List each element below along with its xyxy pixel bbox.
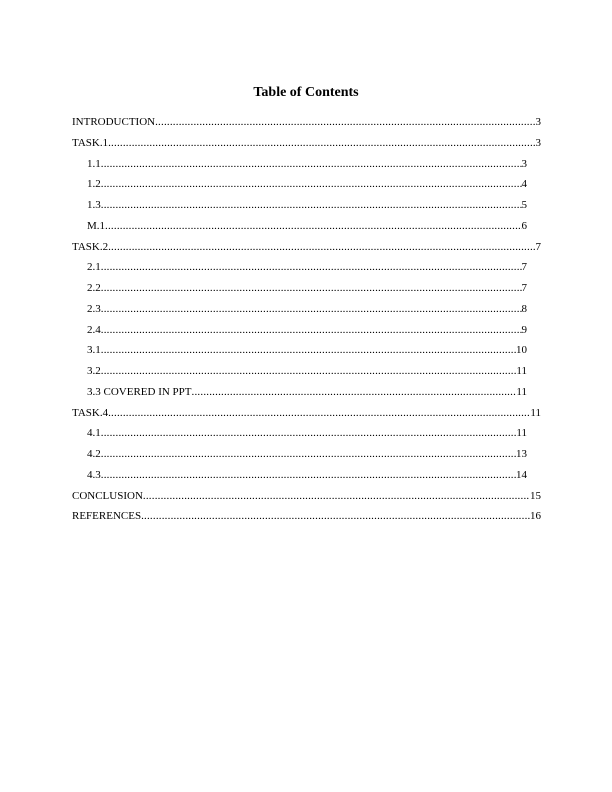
toc-dot-leader	[101, 301, 522, 317]
toc-page-number: 16	[530, 510, 541, 523]
toc-page-number: 11	[516, 365, 527, 377]
toc-page-number: 11	[516, 385, 527, 398]
toc-entry[interactable]	[87, 280, 527, 296]
toc-page-number: 5	[521, 199, 527, 211]
toc-entry-label: 4.1	[87, 427, 101, 440]
toc-page-number: 13	[516, 448, 527, 460]
toc-entry[interactable]	[87, 197, 527, 213]
toc-entry[interactable]	[87, 259, 527, 275]
toc-entry-label: 2.4	[87, 323, 101, 336]
page-title: Table of Contents	[253, 85, 359, 100]
toc-dot-leader	[108, 135, 535, 151]
toc-entry-label: 2.2	[87, 282, 101, 294]
toc-entry-label: TASK.2	[72, 240, 109, 253]
toc-page-number: 15	[530, 489, 541, 502]
toc-entry-label: 3.1	[87, 344, 101, 357]
toc-entry-label: INTRODUCTION	[72, 116, 156, 128]
toc-dot-leader	[101, 446, 516, 462]
toc-entry[interactable]	[72, 239, 541, 255]
toc-page-number: 9	[521, 323, 527, 336]
toc-entry-label: REFERENCES	[72, 510, 142, 523]
toc-entry-label: 1.3	[87, 199, 101, 211]
toc-entry[interactable]	[72, 114, 541, 130]
toc-entry-label: 4.2	[87, 448, 101, 460]
toc-entry[interactable]	[87, 218, 527, 234]
toc-entry[interactable]	[72, 135, 541, 151]
toc-page-number: 4	[521, 178, 527, 191]
toc-page-number: 7	[521, 261, 527, 274]
toc-dot-leader	[101, 467, 516, 483]
toc-entry-label: 4.3	[87, 468, 101, 481]
toc-entry[interactable]	[87, 176, 527, 192]
toc-entry[interactable]	[87, 363, 527, 379]
toc-entry-label: 1.1	[87, 157, 101, 170]
toc-dot-leader	[101, 259, 522, 275]
toc-entry-label: 2.3	[87, 302, 101, 315]
toc-page-number: 3	[535, 116, 541, 128]
toc-page-number: 8	[521, 302, 527, 315]
toc-entry[interactable]	[72, 488, 541, 504]
toc-page-number: 7	[535, 240, 541, 253]
toc-dot-leader	[101, 197, 522, 213]
toc-page-number: 10	[516, 344, 527, 357]
toc-entry[interactable]	[87, 384, 527, 400]
toc-dot-leader	[143, 488, 530, 504]
toc-dot-leader	[155, 114, 535, 130]
toc-entry[interactable]	[87, 446, 527, 462]
toc-entry-label: 1.2	[87, 178, 101, 191]
toc-entry[interactable]	[87, 156, 527, 172]
toc-page-number: 7	[521, 282, 527, 294]
toc-entry[interactable]	[72, 405, 541, 421]
toc-page-number: 11	[530, 406, 541, 419]
toc-entry-label: 3.3 COVERED IN PPT	[87, 385, 192, 398]
toc-entry[interactable]	[87, 322, 527, 338]
toc-dot-leader	[101, 363, 517, 379]
toc-entry-label: M.1	[87, 219, 106, 232]
toc-entry-label: TASK.1	[72, 136, 109, 149]
toc-page-number: 6	[521, 219, 527, 232]
toc-dot-leader	[101, 280, 522, 296]
toc-entry-label: TASK.4	[72, 406, 109, 419]
toc-entry[interactable]	[87, 467, 527, 483]
toc-page-number: 3	[521, 157, 527, 170]
toc-entry-label: 2.1	[87, 261, 101, 274]
toc-dot-leader	[192, 384, 517, 400]
toc-entry[interactable]	[87, 425, 527, 441]
toc-page-number: 14	[516, 468, 527, 481]
toc-page-number: 11	[516, 427, 527, 440]
toc-dot-leader	[141, 508, 530, 524]
toc-dot-leader	[108, 239, 535, 255]
toc-dot-leader	[101, 156, 522, 172]
toc-entry-label: 3.2	[87, 365, 101, 377]
toc-dot-leader	[101, 342, 516, 358]
toc-entry[interactable]	[87, 301, 527, 317]
toc-dot-leader	[105, 218, 521, 234]
toc-dot-leader	[108, 405, 530, 421]
toc-dot-leader	[101, 322, 522, 338]
toc-entry[interactable]	[72, 508, 541, 524]
toc-entry[interactable]	[87, 342, 527, 358]
toc-entry-label: CONCLUSION	[72, 489, 143, 502]
toc-dot-leader	[101, 176, 522, 192]
toc-dot-leader	[101, 425, 517, 441]
toc-page-number: 3	[535, 136, 541, 149]
